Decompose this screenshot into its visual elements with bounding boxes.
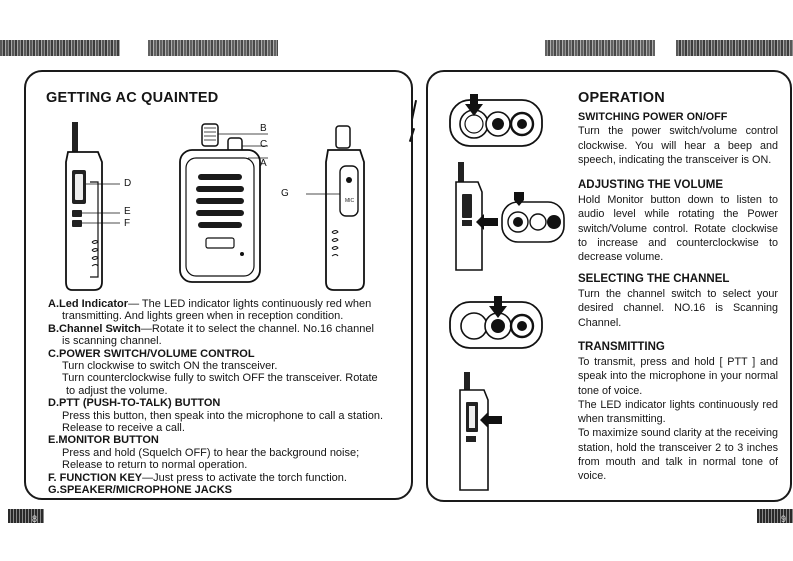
scan-band-left <box>0 40 120 56</box>
mic-label: MIC <box>345 198 355 204</box>
callout-d: D <box>124 178 132 189</box>
operation-panel <box>426 70 792 502</box>
item-power-switch: C.POWER SWITCH/VOLUME CONTROL <box>48 347 255 360</box>
left-page-title: GETTING AC QUAINTED <box>46 90 219 106</box>
item-speaker-jacks: G.SPEAKER/MICROPHONE JACKS <box>48 484 232 497</box>
radio-jack-side-view-illustration <box>314 122 374 292</box>
item-monitor-button: E.MONITOR BUTTON <box>48 434 159 447</box>
page-number-right: 9 <box>781 514 787 524</box>
page-corner-left <box>8 509 44 523</box>
item-led-indicator: A.Led Indicator— The LED indicator lights continuously red when <box>48 298 372 310</box>
section-adjusting-volume: ADJUSTING THE VOLUME Hold Monitor button down to listen to audio level while rotating the Power switch/Volume control. Rotate clockwise to increase and counterclockwise to decrease volume. <box>578 179 778 264</box>
right-page-title: OPERATION <box>578 90 665 106</box>
callout-c: C <box>260 139 268 150</box>
scan-band-right-2 <box>676 40 793 56</box>
radio-side-view-illustration <box>58 122 118 292</box>
volume-side-illustration <box>454 162 564 272</box>
component-descriptions: A.Led Indicator— The LED indicator lights continuously red when transmitting. And lights green when in reception condition. B.Channel Switch—Rotate it to select the channel. No.16 channel is scanning channel. C.POWER SWITCH/VOLUME CONTROL Turn clockwise to switch ON the transceiver. Turn counterclockwise fully to switch OFF the transceiver. Rotate to adjust the volume. D.PTT (PUSH-TO-TALK) BUTTON Press this button, then speak into the microphone to call a station. Release to receive a call. E.MONITOR BUTTON Press and hold (Squelch OFF) to hear the background noise; Release to return to normal operation. F. FUNCTION KEY—Just press to activate the torch function. G.SPEAKER/MICROPHONE JACKS <box>48 298 400 497</box>
power-knob-illustration <box>448 92 544 152</box>
scan-band-right <box>545 40 655 56</box>
item-function-key: F. FUNCTION KEY—Just press to activate the torch function. <box>48 471 347 484</box>
ptt-side-illustration <box>458 372 518 492</box>
callout-f: F <box>124 218 131 229</box>
channel-knob-illustration <box>448 294 544 354</box>
callout-e: E <box>124 206 131 217</box>
getting-acquainted-panel <box>24 70 413 500</box>
scan-band-left-2 <box>148 40 278 56</box>
callout-a: A <box>260 158 267 169</box>
section-switching-power: SWITCHING POWER ON/OFF Turn the power switch/volume control clockwise. You will hear a beep and speech, indicating the transceiver is ON. <box>578 111 778 166</box>
callout-b: B <box>260 123 267 134</box>
callout-g: G <box>281 188 289 199</box>
item-channel-switch: B.Channel Switch—Rotate it to select the channel. No.16 channel <box>48 322 374 335</box>
item-ptt-button: D.PTT (PUSH-TO-TALK) BUTTON <box>48 397 221 410</box>
section-selecting-channel: SELECTING THE CHANNEL Turn the channel switch to select your desired channel. NO.16 is Scanning Channel. <box>578 273 778 329</box>
page-corner-right <box>757 509 793 523</box>
section-transmitting: TRANSMITTING To transmit, press and hold [ PTT ] and speak into the microphone in your normal tone of voice. The LED indicator lights continuously red when transmitting. To maximize sound clarity at the receiving station, hold the transceiver 2 to 3 inches from mouth and talk in normal tone of voice. <box>578 341 778 483</box>
page-number-left: 8 <box>32 514 38 524</box>
